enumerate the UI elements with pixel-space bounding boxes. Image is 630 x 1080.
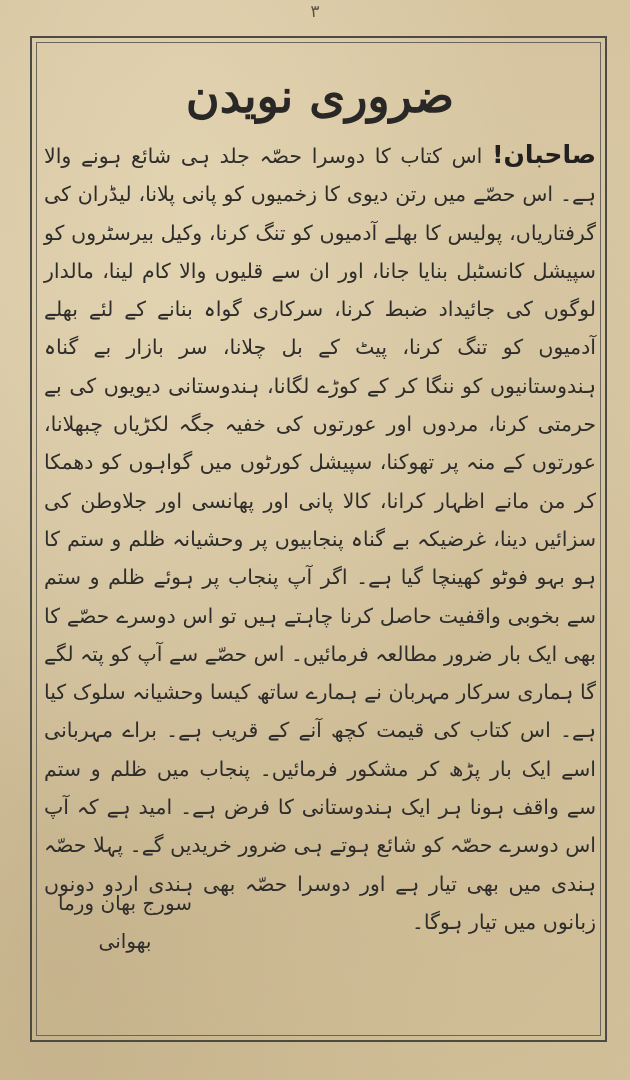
notice-heading: ضروری نویدن — [185, 69, 455, 123]
notice-content — [40, 50, 600, 1030]
body-paragraph: اس کتاب کا دوسرا حصّہ جلد ہی شائع ہونے والا ہے۔ اس حصّے میں رتن دیوی کا زخمیوں کو پانی پلانا، لیڈران کی گرفتاریاں، پولیس کا بھلے آدمیوں کو تنگ کرنا، وکیل بیرسٹروں کو سپیشل کانسٹبل بنایا جانا، اور ان سے قلیوں والا کام لینا، مالدار لوگوں کی جائیداد ضبط کرنا، سرکاری گواہ بنانے کے لئے بھلے آدمیوں کو تنگ کرنا، پیٹ کے بل چلانا، سر بازار بے گناہ ہندوستانیوں کو ننگا کر کے کوڑے لگانا، ہندوستانی دیویوں کی بے حرمتی کرنا، مردوں اور عورتوں کی خفیہ جگہ لکڑیاں چبھلانا، عورتوں کے منہ پر تھوکنا، سپیشل کورٹوں میں گواہوں کو دھمکا کر من مانے اظہار کرانا، کالا پانی اور پھانسی اور جلاوطن کی سزائیں دینا، غرضیکہ بے گناہ پنجابیوں پر وحشیانہ ظلم و ستم کا ہو بہو فوٹو کھینچا گیا ہے۔ اگر آپ پنجاب پر ہوئے ظلم و ستم سے بخوبی واقفیت حاصل کرنا چاہتے ہیں تو اس دوسرے حصّے کا بھی ایک بار ضرور مطالعہ فرمائیں۔ اس حصّے سے آپ کو پتہ لگے گا ہماری سرکار مہربان نے ہمارے ساتھ کیسا وحشیانہ سلوک کیا ہے۔ اس کتاب کی قیمت کچھ آنے کے قریب ہے۔ براے مہربانی اسے ایک بار پڑھ کر مشکور فرمائیں۔ پنجاب میں ظلم و ستم سے واقف ہونا ہر ایک ہندوستانی کا فرض ہے۔ امید ہے کہ آپ اس دوسرے حصّہ کو شائع ہوتے ہی ضرور خریدیں گے۔ پہلا حصّہ ہندی میں بھی تیار ہے اور دوسرا حصّہ بھی ہندی اردو دونوں زبانوں میں تیار ہوگا۔ — [44, 144, 596, 934]
signature-place: بھوانی — [98, 929, 152, 953]
signature-block — [30, 884, 220, 960]
page-number: ۳ — [310, 2, 320, 22]
signature-name: سورج بھان ورما — [57, 891, 193, 915]
notice-body — [44, 136, 596, 941]
salutation: صاحبان! — [492, 140, 596, 169]
